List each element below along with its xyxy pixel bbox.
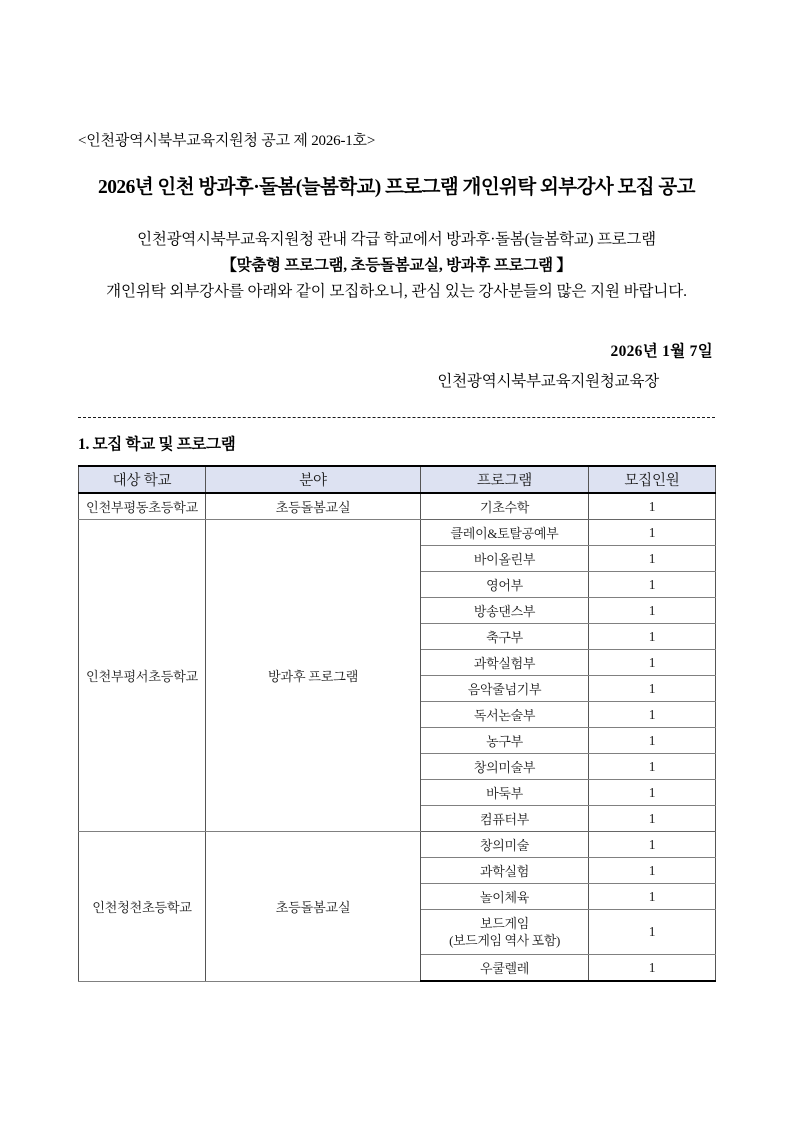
- cell-program: 놀이체육: [421, 884, 589, 910]
- cell-program: 클레이&토탈공예부: [421, 520, 589, 546]
- cell-field: 방과후 프로그램: [206, 520, 421, 832]
- cell-count: 1: [589, 955, 716, 982]
- cell-field: 초등돌봄교실: [206, 493, 421, 520]
- cell-count: 1: [589, 624, 716, 650]
- cell-program: 바이올린부: [421, 546, 589, 572]
- column-header-program: 프로그램: [421, 466, 589, 493]
- cell-field: 초등돌봄교실: [206, 832, 421, 982]
- cell-count: 1: [589, 572, 716, 598]
- cell-count: 1: [589, 806, 716, 832]
- cell-program: 컴퓨터부: [421, 806, 589, 832]
- signature-block: [78, 305, 715, 394]
- cell-program: 축구부: [421, 624, 589, 650]
- cell-program: 음악줄넘기부: [421, 676, 589, 702]
- cell-count: 1: [589, 910, 716, 955]
- column-header-school: 대상 학교: [79, 466, 206, 493]
- issue-date: 2026년 1월 7일: [610, 343, 713, 360]
- notice-number: <인천광역시북부교육지원청 공고 제 2026-1호>: [78, 133, 376, 149]
- lead-line-2: 【맞춤형 프로그램, 초등돌봄교실, 방과후 프로그램 】: [221, 257, 572, 274]
- cell-count: 1: [589, 832, 716, 858]
- section-divider: [78, 394, 715, 418]
- cell-program: 바둑부: [421, 780, 589, 806]
- cell-program: [421, 910, 589, 955]
- cell-program: 창의미술부: [421, 754, 589, 780]
- cell-program: 창의미술: [421, 832, 589, 858]
- cell-program: 과학실험: [421, 858, 589, 884]
- column-header-field: 분야: [206, 466, 421, 493]
- program-table-wrapper: [78, 456, 715, 982]
- cell-program-sub: (보드게임 역사 포함): [449, 933, 560, 948]
- cell-school: 인천청천초등학교: [79, 832, 206, 982]
- page-title: 2026년 인천 방과후·돌봄(늘봄학교) 프로그램 개인위탁 외부강사 모집 공고: [98, 177, 695, 198]
- cell-program: 우쿨렐레: [421, 955, 589, 982]
- cell-count: 1: [589, 676, 716, 702]
- cell-program: 기초수학: [421, 493, 589, 520]
- cell-program: 과학실험부: [421, 650, 589, 676]
- cell-count: 1: [589, 546, 716, 572]
- cell-count: 1: [589, 650, 716, 676]
- column-header-count: 모집인원: [589, 466, 716, 493]
- cell-program: 영어부: [421, 572, 589, 598]
- cell-count: 1: [589, 520, 716, 546]
- cell-program: 방송댄스부: [421, 598, 589, 624]
- lead-line-1: 인천광역시북부교육지원청 관내 각급 학교에서 방과후·돌봄(늘봄학교) 프로그램: [137, 231, 656, 248]
- table-body: [79, 493, 716, 981]
- table-row: [79, 493, 716, 520]
- table-row: [79, 832, 716, 858]
- cell-count: 1: [589, 858, 716, 884]
- lead-paragraph: [78, 201, 715, 305]
- issuer-name: 인천광역시북부교육지원청교육장: [437, 373, 659, 390]
- cell-count: 1: [589, 598, 716, 624]
- cell-count: 1: [589, 780, 716, 806]
- cell-count: 1: [589, 754, 716, 780]
- table-header: [79, 466, 716, 493]
- cell-program-main: 보드게임: [479, 916, 530, 931]
- cell-count: 1: [589, 884, 716, 910]
- section-heading-1: 1. 모집 학교 및 프로그램: [78, 436, 236, 453]
- cell-school: 인천부평동초등학교: [79, 493, 206, 520]
- lead-line-3: 개인위탁 외부강사를 아래와 같이 모집하오니, 관심 있는 강사분들의 많은 지원 바랍니다.: [106, 283, 687, 300]
- table-row: [79, 520, 716, 546]
- cell-count: 1: [589, 728, 716, 754]
- cell-count: 1: [589, 702, 716, 728]
- program-table: [78, 465, 716, 982]
- cell-school: 인천부평서초등학교: [79, 520, 206, 832]
- cell-count: 1: [589, 493, 716, 520]
- cell-program: 독서논술부: [421, 702, 589, 728]
- cell-program: 농구부: [421, 728, 589, 754]
- table-header-row: [79, 466, 716, 493]
- document-body: [78, 0, 715, 982]
